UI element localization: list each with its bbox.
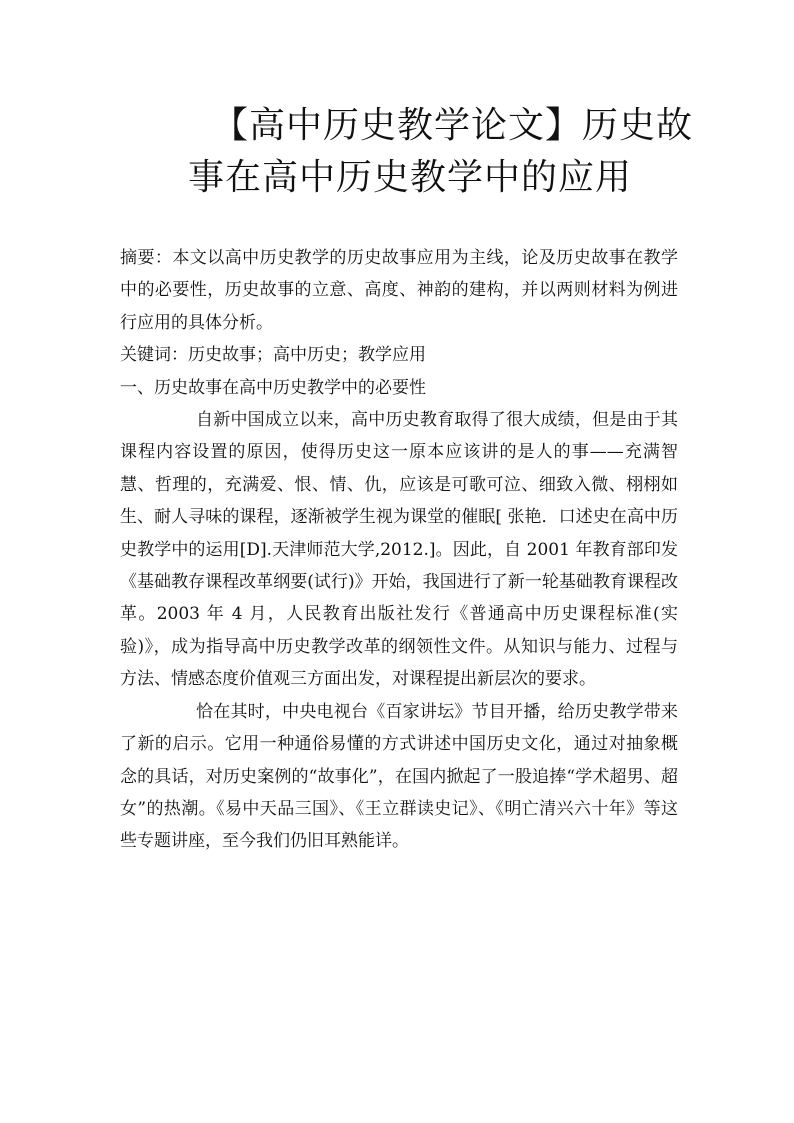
title-line-1: 【高中历史教学论文】历史故 [212, 105, 694, 146]
keywords-line: 关键词：历史故事；高中历史；教学应用 [120, 345, 426, 366]
body-paragraph-2: 恰在其时，中央电视台《百家讲坛》节目开播，给历史教学带来了新的启示。它用一种通俗易懂的方式讲述中国历史文化，通过对抽象概念的具话，对历史案例的“故事化”，在国内掀起了一股追捧“学术超男、超女”的热潮。《易中天品三国》、《王立群读史记》、《明亡清兴六十年》等这些专题讲座，至今我们仍旧耳熟能详。 [120, 701, 678, 852]
document-body [120, 242, 678, 858]
section-heading: 一、历史故事在高中历史教学中的必要性 [120, 377, 426, 398]
body-paragraph-1: 自新中国成立以来，高中历史教育取得了很大成绩，但是由于其课程内容设置的原因，使得历史这一原本应该讲的是人的事——充满智慧、哲理的，充满爱、恨、情、仇，应该是可歌可泣、细致入微、栩栩如生、耐人寻味的课程，逐渐被学生视为课堂的催眠[ 张艳．口述史在高中历史教学中的运用[D].天津师范大学,2012.]。因此，自 2001 年教育部印发《基础教存课程改革纲要(试行)》开始，我国进行了新一轮基础教育课程改革。2003 年 4 月，人民教育出版社发行《普通高中历史课程标准(实验)》，成为指导高中历史教学改革的纲领性文件。从知识与能力、过程与方法、情感态度价值观三方面出发，对课程提出新层次的要求。 [120, 410, 678, 690]
title-line-2: 事在高中历史教学中的应用 [188, 157, 633, 198]
document-title [120, 100, 694, 204]
abstract-paragraph: 摘要：本文以高中历史教学的历史故事应用为主线，论及历史故事在教学中的必要性，历史故事的立意、高度、神韵的建构，并以两则材料为例进行应用的具体分析。 [120, 248, 678, 333]
